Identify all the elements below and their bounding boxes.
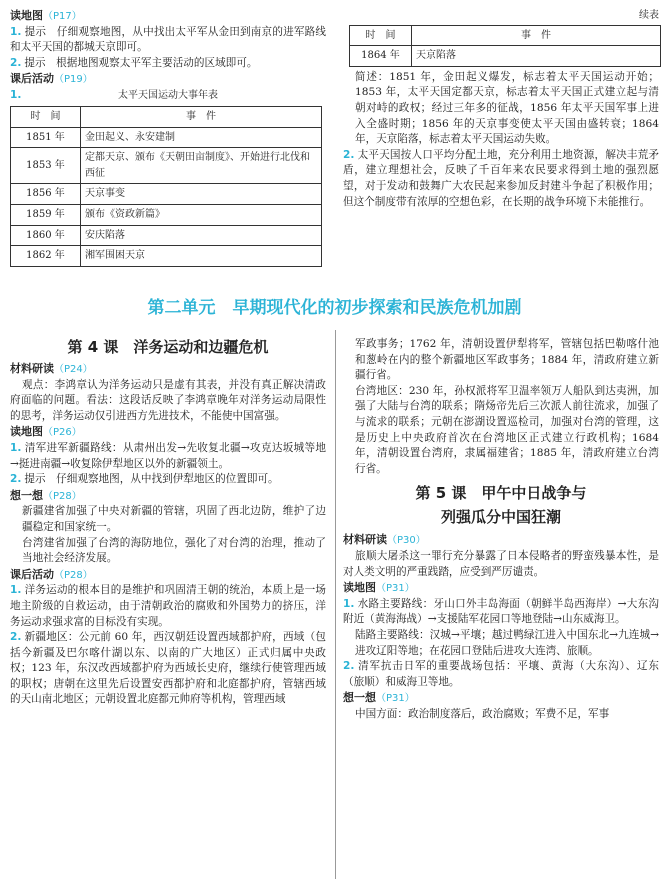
section-heading-read-map: 读地图（P31） [343,581,415,595]
think-text: 新疆建省加强了中央对新疆的管辖，巩固了西北边防，维护了边疆稳定和国家统一。 [22,505,326,533]
table-header: 时 间 [350,25,412,46]
lesson-5-title [343,481,659,529]
table-row [11,225,322,246]
table-cell: 天京陷落 [412,46,661,67]
lesson-5-title-line: 列强瓜分中国狂潮 [440,508,561,527]
section-heading-read-map: 读地图（P26） [10,425,82,439]
table-cell: 1860 年 [11,225,81,246]
left-column [10,335,326,708]
answer-item: 2. 提示 根据地图观察太平军主要活动的区域即可。 [10,56,258,69]
table-row [11,127,322,148]
material-text: 观点：李鸿章认为洋务运动只是虚有其表，并没有真正解决清政府面临的问题。看法：这段话反映了李鸿章晚年对洋务运动局限性的思考，洋务运动仅引进西方先进技术，不能使中国富强。 [10,378,326,422]
events-table [10,106,322,267]
table-cell: 1851 年 [11,127,81,148]
table-cell: 1856 年 [11,184,81,205]
section-heading-material: 材料研读（P30） [343,533,426,547]
table-row [11,246,322,267]
answer-item-continued: 陆路主要路线：汉城→平壤；越过鸭绿江进入中国东北→九连城→进攻辽阳等地；在花园口登陆后进攻大连湾、旅顺。 [355,628,659,657]
table-header-row [11,106,322,127]
table-cell: 颁布《资政新篇》 [81,204,322,225]
section-heading-read-map: 读地图（P17） [10,9,82,22]
table-header: 事 件 [81,106,322,127]
section-heading-think: 想一想（P31） [343,691,415,705]
section-heading-material: 材料研读（P24） [10,362,93,375]
answer-item: 1. 洋务运动的根本目的是维护和巩固清王朝的统治，本质上是一场地主阶级的自救运动，由于清朝政治的腐败和外国势力的挤压，洋务运动求强求富的目标没有实现。 [10,584,326,628]
column-divider [335,330,336,879]
answer-item: 1. 水路主要路线：牙山口外丰岛海面（朝鲜半岛西海岸）→大东沟附近（黄海海战）→支援陆军花园口等地登陆→山东威海卫。 [343,597,659,626]
summary-text: 简述：1851 年，金田起义爆发，标志着太平天国运动开始；1853 年，太平天国定都天京，标志着太平天国正式建立起与清朝对峙的政权；经过三年多的征战，1856 年太平天国军事上进入全盛时期；1856 年的天京事变使太平天国由盛转衰；1864 年，天京陷落，标志着太平天国运动失败。 [355,70,659,146]
right-column [343,337,659,722]
unit-title: 第二单元 早期现代化的初步探索和民族危机加剧 [147,298,522,318]
top-right-column [343,8,659,210]
continued-text: 军政事务；1762 年，清朝设置伊犁将军，管辖包括巴勒喀什池和葱岭在内的整个新疆地区军政事务；1884 年，清政府建立新疆行省。 [355,338,659,382]
table-row [11,184,322,205]
table-cell: 金田起义、永安建制 [81,127,322,148]
table-header: 事 件 [412,25,661,46]
table-cell: 湘军围困天京 [81,246,322,267]
table-row [350,46,661,67]
material-text: 旅顺大屠杀这一罪行充分暴露了日本侵略者的野蛮残暴本性，是对人类文明的严重践踏，应受到严厉谴责。 [343,549,659,578]
table-cell: 1864 年 [350,46,412,67]
table-header-row [350,25,661,46]
think-text: 中国方面：政治制度落后，政治腐败；军费不足，军事 [355,707,610,720]
answer-item: 2. 清军抗击日军的重要战场包括：平壤、黄海（大东沟）、辽东（旅顺）和威海卫等地。 [343,660,659,688]
answer-item: 2. 太平天国按人口平均分配土地，充分利用土地资源，解决丰荒矛盾，建立理想社会，反映了千百年来农民要求得到土地的强烈愿望，对于发动和鼓舞广大农民起来参加反封建斗争起了积极作用；但这个制度带有浓厚的空想色彩，在长期的战争环境下未能推行。 [343,148,659,208]
answer-item: 1. 提示 仔细观察地图，从中找出太平军从金田到南京的进军路线和太平天国的都城天京即可。 [10,25,326,54]
section-heading-think: 想一想（P28） [10,488,82,502]
lesson-5-title-line: 第 5 课 甲午中日战争与 [415,484,587,503]
table-cell: 定都天京、颁布《天朝田亩制度》、开始进行北伐和西征 [81,148,322,184]
table-caption: 太平天国运动大事年表 [118,89,218,101]
table-row [11,204,322,225]
answer-item: 1. 清军进军新疆路线：从肃州出发→先收复北疆→攻克达坂城等地→挺进南疆→收复除伊犁地区以外的新疆领土。 [10,441,326,470]
table-cell: 1853 年 [11,148,81,184]
table-cell: 安庆陷落 [81,225,322,246]
table-row [11,148,322,184]
table-cell: 天京事变 [81,184,322,205]
lesson-4-title: 第 4 课 洋务运动和边疆危机 [67,338,269,356]
answer-item: 2. 新疆地区：公元前 60 年，西汉朝廷设置西域都护府，西域（包括今新疆及巴尔喀什湖以东、以南的广大地区）正式归属中央政权；123 年，东汉改西域都护府为西域长史府，继续行使管理西域的职权；唐朝在这里先后设置安西都护府和北庭都护府，管辖西域的天山南北地区；元朝设置北庭都元帅府等机构，管理西域 [10,631,326,706]
answer-item: 2. 提示 仔细观察地图，从中找到伊犁地区的位置即可。 [10,473,279,486]
table-header: 时 间 [11,106,81,127]
section-heading-after-class: 课后活动（P19） [10,72,93,86]
think-text: 台湾建省加强了台湾的海防地位，强化了对台湾的治理，推动了当地社会经济发展。 [22,536,326,565]
continued-label: 续表 [639,10,659,21]
section-heading-after-class: 课后活动（P28） [10,567,93,581]
continued-text: 台湾地区：230 年，孙权派将军卫温率领万人船队到达夷洲，加强了大陆与台湾的联系；隋炀帝先后三次派人前往流求，加强了与流求的联系；元朝在澎湖设置巡检司，加强对台湾的管理，这是历史上中央政府首次在台湾地区正式建立行政机构；1684 年，清朝设置台湾府，隶属福建省；1885 年，清政府建立台湾行省。 [355,384,659,475]
table-cell: 1859 年 [11,204,81,225]
table-caption-row: 1. 太平天国运动大事年表 [10,88,326,104]
top-left-column [10,8,326,267]
events-table-continued [349,25,661,67]
table-cell: 1862 年 [11,246,81,267]
